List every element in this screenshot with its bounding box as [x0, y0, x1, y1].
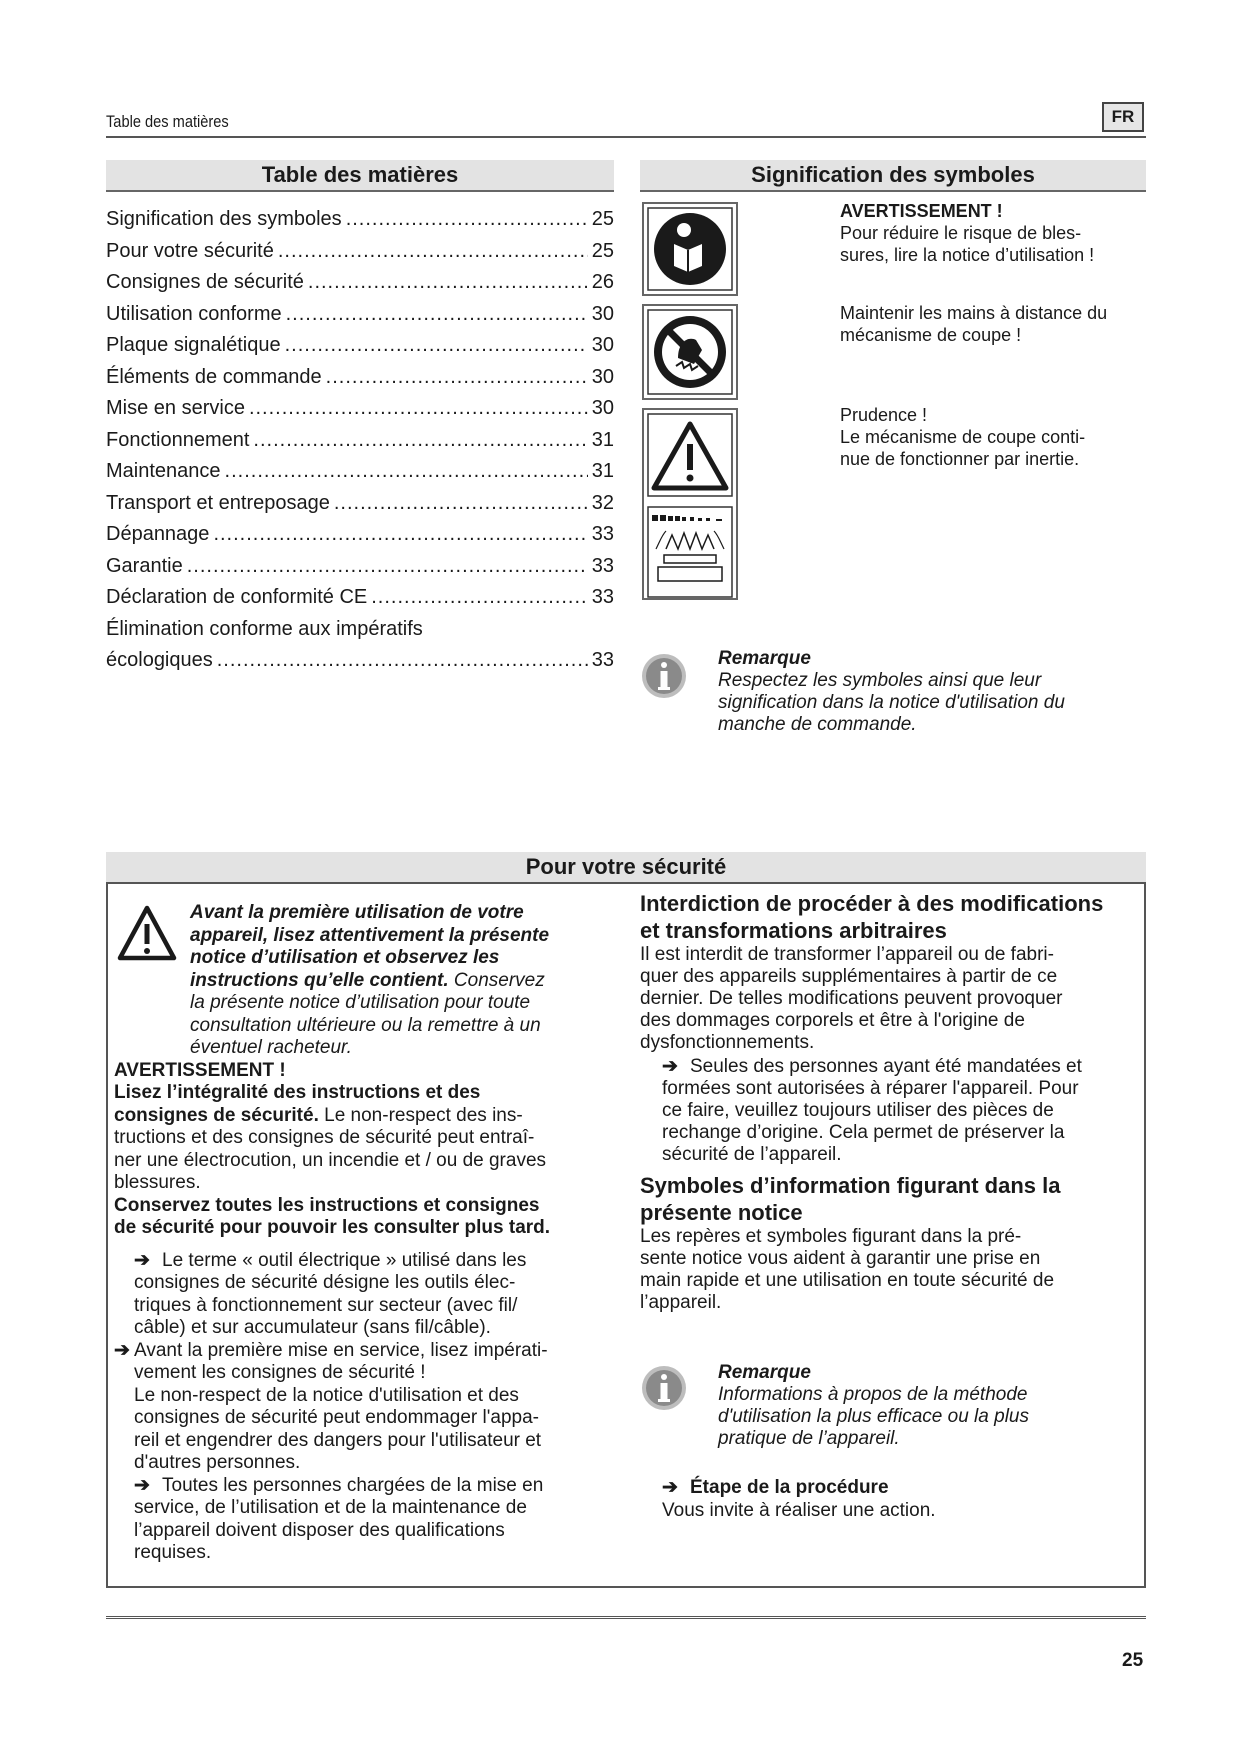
toc-dot-leader	[326, 362, 588, 394]
toc-item-label: Mise en service	[106, 397, 245, 419]
note-title: Remarque	[718, 1362, 811, 1383]
keep-instructions-text: de sécurité pour pouvoir les consulter plus tard.	[114, 1217, 551, 1238]
toc-item-label: Consignes de sécurité	[106, 271, 304, 293]
arrow-text: sécurité de l’appareil.	[662, 1144, 842, 1165]
arrow-item	[640, 1056, 1150, 1166]
arrow-text: reil et engendrer des dangers pour l'utilisateur et	[134, 1429, 542, 1451]
symbol-1-text	[840, 200, 1150, 266]
intro-text: consultation ultérieure ou la remettre à un	[190, 1014, 541, 1036]
modifications-text: dernier. De telles modifications peuvent provoquer	[640, 988, 1063, 1009]
symbol-1-line: Pour réduire le risque de bles-	[840, 223, 1082, 243]
arrow-text: triques à fonctionnement sur secteur (avec fil/	[134, 1294, 518, 1316]
intro-text: Avant la première utilisation de votre	[190, 902, 524, 923]
toc-item	[106, 456, 614, 488]
arrow-text: Avant la première mise en service, lisez impérati-	[134, 1339, 548, 1361]
toc-item-page: 30	[591, 365, 614, 388]
arrow-text: consignes de sécurité désigne les outils élec-	[134, 1272, 516, 1293]
symbol-1-title: AVERTISSEMENT !	[840, 201, 1003, 221]
info-symbols-text: Les repères et symboles figurant dans la pré-	[640, 1226, 1022, 1247]
read-manual-icon	[644, 204, 736, 294]
toc-item-label: Maintenance	[106, 460, 221, 482]
info-symbols-text: sente notice vous aident à garantir une prise en	[640, 1248, 1041, 1269]
toc-item-page: 25	[591, 239, 614, 262]
symbol-2-line: mécanisme de coupe !	[840, 325, 1022, 345]
procedure-step	[662, 1476, 1122, 1522]
toc-item	[106, 393, 614, 425]
language-badge: FR	[1102, 102, 1144, 132]
inertia-blade-icon	[644, 505, 736, 601]
keep-instructions-text: Conservez toutes les instructions et consignes	[114, 1194, 540, 1216]
arrow-item	[114, 1250, 624, 1340]
toc-dot-leader	[213, 519, 587, 551]
note-title: Remarque	[718, 648, 811, 669]
toc-item	[106, 236, 614, 268]
toc-dot-leader	[371, 582, 588, 614]
arrow-icon: ➔	[134, 1474, 150, 1496]
toc-item-page: 30	[591, 334, 614, 356]
safety-left-column	[114, 902, 624, 1565]
arrow-text: Le non-respect de la notice d'utilisation et des	[134, 1384, 519, 1406]
warning-text: consignes de sécurité.	[114, 1104, 319, 1126]
modifications-text: des dommages corporels et être à l'origine de	[640, 1010, 1025, 1031]
arrow-text: l’appareil doivent disposer des qualifications	[134, 1519, 505, 1541]
toc-dot-leader	[286, 299, 588, 331]
info-symbols-text: l’appareil.	[640, 1292, 722, 1313]
safety-title: Pour votre sécurité	[106, 852, 1146, 884]
intro-text: instructions qu’elle contient.	[190, 969, 449, 991]
arrow-item	[114, 1340, 624, 1475]
toc-item-label: Transport et entreposage	[106, 491, 330, 514]
toc-dot-leader	[249, 393, 588, 425]
toc-item-label: Garantie	[106, 554, 183, 577]
toc-item	[106, 614, 614, 646]
safety-note	[718, 1362, 1138, 1450]
step-title: Étape de la procédure	[690, 1477, 889, 1498]
toc-item-label: Déclaration de conformité CE	[106, 586, 368, 608]
safety-intro	[114, 902, 624, 1060]
toc-item-label: Fonctionnement	[106, 428, 250, 451]
toc-item-page: 30	[591, 302, 614, 325]
symbol-1-line: sures, lire la notice d’utilisation !	[840, 245, 1095, 265]
toc-item-page: 30	[591, 397, 614, 419]
toc-dot-leader	[217, 645, 588, 677]
toc-item-label: Éléments de commande	[106, 365, 322, 388]
note-line: signification dans la notice d'utilisation du	[718, 692, 1065, 713]
toc-dot-leader	[334, 488, 588, 520]
toc-item-page: 32	[591, 491, 614, 514]
note-line: d'utilisation la plus efficace ou la plus	[718, 1406, 1029, 1427]
arrow-icon: ➔	[134, 1249, 150, 1271]
info-icon	[640, 652, 688, 700]
step-text: Vous invite à réaliser une action.	[662, 1500, 936, 1521]
arrow-icon: ➔	[114, 1339, 130, 1361]
footer-rule	[106, 1616, 1146, 1622]
toc-item	[106, 362, 614, 394]
toc-item-label: Élimination conforme aux impératifs	[106, 617, 423, 640]
toc-item-label: écologiques	[106, 649, 213, 671]
info-symbols-heading: Symboles d’information figurant dans la	[640, 1173, 1061, 1198]
toc-dot-leader	[308, 267, 588, 299]
symbol-2-text	[840, 302, 1150, 346]
symbol-3-line: Prudence !	[840, 405, 928, 425]
toc-title: Table des matières	[106, 160, 614, 192]
toc-item-page: 31	[591, 460, 614, 482]
modifications-heading: Interdiction de procéder à des modifications	[640, 891, 1104, 916]
toc-item-page: 25	[591, 208, 614, 230]
toc-dot-leader	[225, 456, 588, 488]
toc-item	[106, 645, 614, 677]
toc-item	[106, 330, 614, 362]
symbol-hands-away-box	[642, 304, 738, 400]
toc-item	[106, 267, 614, 299]
toc-dot-leader	[285, 330, 588, 362]
note-line: pratique de l’appareil.	[718, 1428, 900, 1449]
header-rule	[106, 136, 1146, 138]
note-line: manche de commande.	[718, 714, 917, 735]
symbol-2-line: Maintenir les mains à distance du	[840, 303, 1108, 323]
intro-text: Conservez	[448, 969, 545, 991]
toc-item	[106, 551, 614, 583]
arrow-text: Seules des personnes ayant été mandatées et	[690, 1056, 1082, 1077]
toc-item	[106, 582, 614, 614]
page-number: 25	[1122, 1650, 1144, 1671]
no-hands-icon	[644, 306, 736, 398]
toc-item-page: 33	[591, 586, 614, 608]
warning-text: blessures.	[114, 1172, 201, 1193]
toc-item-label: Pour votre sécurité	[106, 239, 274, 262]
warning-text: ner une électrocution, un incendie et / ou de graves	[114, 1149, 547, 1171]
warning-text: Le non-respect des ins-	[318, 1104, 523, 1126]
intro-text: notice d’utilisation et observez les	[190, 947, 500, 968]
warning-triangle-icon	[644, 410, 736, 500]
symbol-3-text	[840, 404, 1150, 470]
intro-text: la présente notice d’utilisation pour toute	[190, 992, 531, 1013]
arrow-text: service, de l’utilisation et de la maintenance de	[134, 1497, 527, 1518]
arrow-text: ce faire, veuillez toujours utiliser des pièces de	[662, 1100, 1054, 1121]
arrow-text: d'autres personnes.	[134, 1452, 301, 1473]
warning-text: Lisez l’intégralité des instructions et des	[114, 1082, 481, 1103]
toc-item-page: 31	[591, 428, 614, 451]
toc-list	[106, 204, 614, 677]
warning-title: AVERTISSEMENT !	[114, 1059, 286, 1081]
arrow-text: requises.	[134, 1542, 212, 1563]
arrow-text: Toutes les personnes chargées de la mise en	[162, 1474, 544, 1496]
arrow-text: Le terme « outil électrique » utilisé dans les	[162, 1249, 527, 1271]
toc-item	[106, 488, 614, 520]
toc-item-page: 33	[591, 649, 614, 671]
toc-item-page: 33	[591, 523, 614, 545]
arrow-text: consignes de sécurité peut endommager l'appa-	[134, 1407, 539, 1428]
safety-right-column	[640, 890, 1150, 1314]
arrow-text: vement les consignes de sécurité !	[134, 1362, 426, 1383]
warning-text: tructions et des consignes de sécurité peut entraî-	[114, 1127, 535, 1148]
arrow-text: rechange d’origine. Cela permet de préserver la	[662, 1122, 1065, 1143]
arrow-icon: ➔	[662, 1056, 678, 1077]
intro-text: éventuel racheteur.	[190, 1037, 352, 1058]
symbol-3-line: nue de fonctionner par inertie.	[840, 449, 1080, 469]
toc-item	[106, 299, 614, 331]
modifications-text: quer des appareils supplémentaires à partir de ce	[640, 966, 1058, 987]
info-symbols-heading: présente notice	[640, 1200, 803, 1225]
note-line: Respectez les symboles ainsi que leur	[718, 670, 1042, 691]
arrow-item	[114, 1475, 624, 1565]
toc-dot-leader	[253, 425, 587, 457]
toc-item-label: Dépannage	[106, 523, 210, 545]
modifications-text: dysfonctionnements.	[640, 1032, 815, 1053]
info-symbols-text: main rapide et une utilisation en toute sécurité de	[640, 1270, 1055, 1291]
toc-item-page: 33	[591, 554, 614, 577]
toc-item	[106, 425, 614, 457]
modifications-text: Il est interdit de transformer l’appareil ou de fabri-	[640, 944, 1054, 965]
arrow-text: formées sont autorisées à réparer l'appareil. Pour	[662, 1078, 1079, 1099]
toc-item	[106, 204, 614, 236]
symbols-title: Signification des symboles	[640, 160, 1146, 192]
modifications-heading: et transformations arbitraires	[640, 918, 947, 943]
running-header-title: Table des matières	[106, 112, 229, 131]
intro-text: appareil, lisez attentivement la présente	[190, 924, 550, 946]
arrow-icon: ➔	[662, 1477, 678, 1498]
toc-item-label: Plaque signalétique	[106, 334, 281, 356]
symbol-3-line: Le mécanisme de coupe conti-	[840, 427, 1086, 447]
toc-dot-leader	[346, 204, 588, 236]
toc-item	[106, 519, 614, 551]
arrow-text: câble) et sur accumulateur (sans fil/câble).	[134, 1317, 491, 1338]
toc-dot-leader	[278, 236, 588, 268]
toc-item-label: Signification des symboles	[106, 208, 342, 230]
toc-item-label: Utilisation conforme	[106, 302, 282, 325]
note-line: Informations à propos de la méthode	[718, 1384, 1028, 1405]
symbol-caution-box	[642, 408, 738, 600]
toc-dot-leader	[187, 551, 588, 583]
toc-item-page: 26	[591, 271, 614, 293]
info-icon	[640, 1364, 688, 1412]
symbol-read-manual-box	[642, 202, 738, 296]
symbols-note	[718, 648, 1148, 736]
